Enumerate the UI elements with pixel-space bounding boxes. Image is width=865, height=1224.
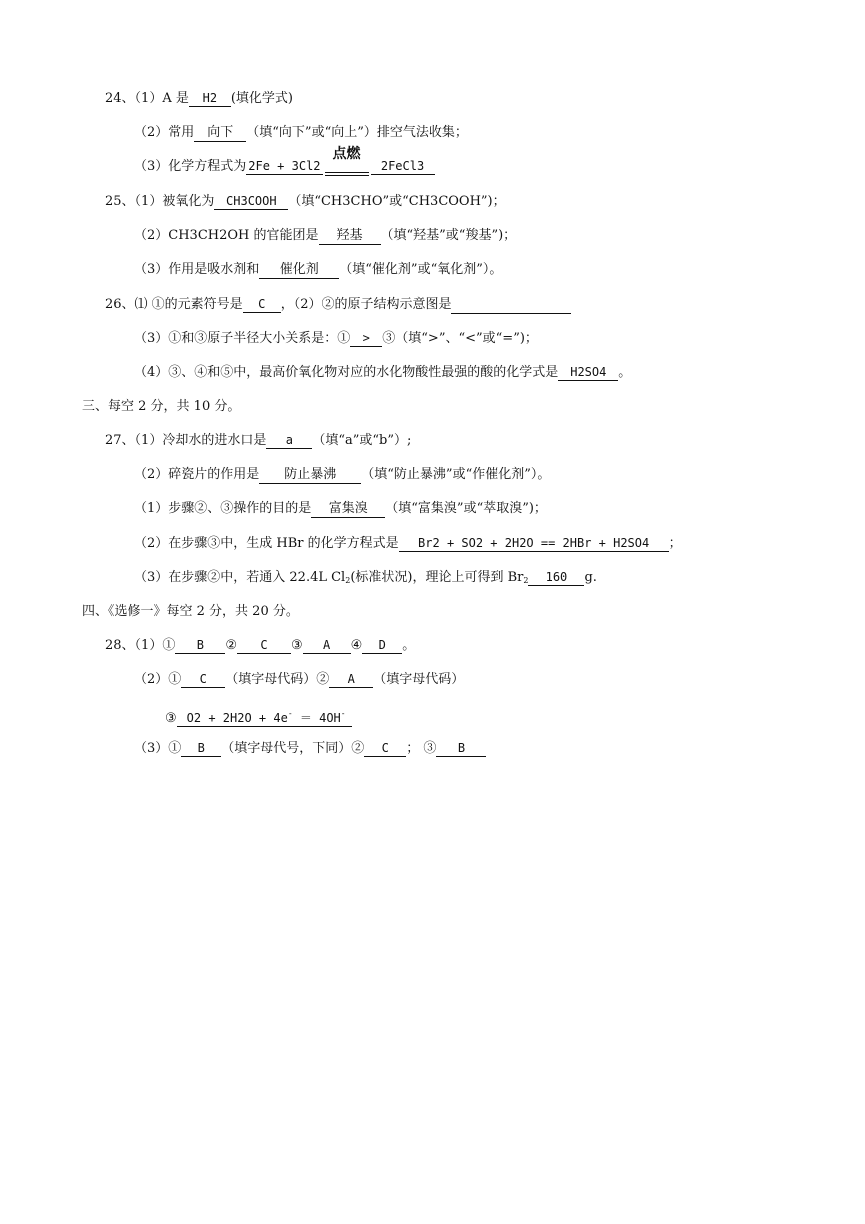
q28-number: 28、 xyxy=(105,638,135,653)
q25-number: 25、 xyxy=(105,194,135,209)
q24-p3-equation-left: 2Fe + 3Cl2 xyxy=(248,159,321,173)
q28-p4-answer-3: B xyxy=(436,740,486,757)
q25-part2 xyxy=(134,227,516,245)
q27-p4-note: ； xyxy=(668,536,682,551)
section-3-heading: 三、每空 2 分，共 10 分。 xyxy=(82,399,241,414)
q26-part4 xyxy=(134,364,631,382)
q24-p3-reaction-arrow xyxy=(323,146,371,176)
q25-p1-prompt: （1）被氧化为 xyxy=(134,194,215,209)
q25-p3-note: （填“催化剂”或“氧化剂”）。 xyxy=(339,262,503,277)
q26-p2-prompt: ，（2）②的原子结构示意图是 xyxy=(280,297,452,312)
q28-p4-marker-3: ； ③ xyxy=(406,741,437,756)
q24-number: 24、 xyxy=(105,91,135,106)
q26-p1-prompt: ⑴ ①的元素符号是 xyxy=(134,297,243,312)
q26-p4-note: 。 xyxy=(618,365,632,380)
q28-p2-note-1: （填字母代码）② xyxy=(225,672,330,687)
q28-p1-marker-2: ② xyxy=(225,638,237,653)
q25-p3-answer: 催化剂 xyxy=(259,262,339,279)
q28-p4-answer-1: B xyxy=(181,740,221,757)
q28-part3 xyxy=(134,740,486,758)
q28-p4-note-1: （填字母代号，下同）② xyxy=(221,741,365,756)
q27-p3-prompt: （1）步骤②、③操作的目的是 xyxy=(134,501,312,516)
q27-part1 xyxy=(105,432,411,450)
q25-p2-answer: 羟基 xyxy=(319,228,381,245)
q28-p1-marker-3: ③ xyxy=(290,638,303,653)
q27-part2 xyxy=(134,466,550,484)
q27-p3-note: （填“富集溴”或“萃取溴”)； xyxy=(385,501,547,516)
q28-p1-answer-4: D xyxy=(362,637,402,654)
q25-p1-answer: CH3COOH xyxy=(214,193,288,210)
q28-p2-answer-2: A xyxy=(329,671,373,688)
q28-part1 xyxy=(105,637,415,655)
q26-p4-answer: H2SO4 xyxy=(558,364,618,381)
q28-p4-marker-1: （3）① xyxy=(134,741,182,756)
q27-p1-prompt: （1）冷却水的进水口是 xyxy=(134,433,267,448)
q27-p5-subscript-br: 2 xyxy=(523,576,529,585)
q28-p1-marker-1: （1）① xyxy=(134,638,176,653)
q24-p2-note: （填“向下”或“向上”）排空气法收集； xyxy=(246,125,468,140)
q24-p2-prompt: （2）常用 xyxy=(134,125,195,140)
section-4-heading: 四、《选修一》每空 2 分，共 20 分。 xyxy=(82,604,299,619)
q27-p2-answer: 防止暴沸 xyxy=(259,467,361,484)
q27-p5-unit: g. xyxy=(584,570,597,585)
q28-p1-end: 。 xyxy=(402,638,416,653)
q28-p3-hydroxide-charge: - xyxy=(340,709,346,718)
q28-p2-marker-1: （2）① xyxy=(134,672,182,687)
q25-p2-note: （填“羟基”或“羧基”)； xyxy=(380,228,517,243)
q27-p2-prompt: （2）碎瓷片的作用是 xyxy=(134,467,260,482)
q24-p1-answer: H2 xyxy=(189,90,231,107)
q25-part3 xyxy=(134,261,502,279)
q24-part1 xyxy=(105,90,293,108)
q25-p3-prompt: （3）作用是吸水剂和 xyxy=(134,262,260,277)
q27-p3-answer: 富集溴 xyxy=(311,501,385,518)
q27-p1-answer: a xyxy=(266,432,312,449)
q28-p2-note-2: （填字母代码） xyxy=(373,672,465,687)
q24-part3 xyxy=(134,146,435,176)
q27-p1-note: （填“a”或“b”）; xyxy=(312,433,412,448)
q26-p2-answer-blank xyxy=(451,297,571,314)
q24-p1-note: (填化学式) xyxy=(230,91,293,106)
q28-part2-3 xyxy=(165,706,352,724)
q28-part2 xyxy=(134,671,464,689)
q28-p3-equation-left: O2 + 2H2O + 4e xyxy=(186,711,288,725)
q27-p5-prompt: （3）在步骤②中，若通入 22.4L Cl xyxy=(134,570,346,585)
q26-part1-2 xyxy=(105,296,571,314)
q27-number: 27、 xyxy=(105,433,135,448)
q26-p3-prompt: （3）①和③原子半径大小关系是：① xyxy=(134,331,351,346)
q28-p1-marker-4: ④ xyxy=(350,638,363,653)
q26-number: 26、 xyxy=(105,297,135,312)
q27-part4 xyxy=(134,535,682,553)
q28-p4-answer-2: C xyxy=(364,740,406,757)
q28-p3-marker: ③ xyxy=(165,711,177,726)
q26-p1-answer: C xyxy=(243,296,281,313)
q26-p3-note: ③（填“>”、“<”或“=”)； xyxy=(382,331,538,346)
equals-bar-bottom xyxy=(325,175,369,176)
q24-p2-answer: 向下 xyxy=(194,125,246,142)
q25-p1-note: （填“CH3CHO”或“CH3COOH”)； xyxy=(288,194,506,209)
q28-p1-answer-1: B xyxy=(175,637,225,654)
q28-p3-electron-charge: - xyxy=(287,709,293,718)
q26-p4-prompt: （4）③、④和⑤中，最高价氧化物对应的水化物酸性最强的酸的化学式是 xyxy=(134,365,559,380)
q25-part1 xyxy=(105,193,506,211)
q28-p2-answer-1: C xyxy=(181,671,225,688)
q26-p3-answer: > xyxy=(350,330,382,347)
q27-p5-subscript-cl: 2 xyxy=(345,576,351,585)
q27-p4-prompt: （2）在步骤③中，生成 HBr 的化学方程式是 xyxy=(134,536,399,551)
equals-bar-top xyxy=(325,172,369,173)
q28-p1-answer-3: A xyxy=(303,637,351,654)
q28-p1-answer-2: C xyxy=(237,637,291,654)
q27-p5-prompt-continued: (标准状况)，理论上可得到 Br xyxy=(350,570,524,585)
q27-part3 xyxy=(134,500,547,518)
q27-p2-note: （填“防止暴沸”或“作催化剂”）。 xyxy=(361,467,551,482)
q27-p4-answer: Br2 + SO2 + 2H2O == 2HBr + H2SO4 xyxy=(399,535,669,552)
q27-part5 xyxy=(134,569,597,587)
q25-p2-prompt: （2）CH3CH2OH 的官能团是 xyxy=(134,228,319,243)
q24-p1-prompt: （1）A 是 xyxy=(134,91,189,106)
q24-p3-prompt: （3）化学方程式为 xyxy=(134,159,247,174)
q24-p3-condition: 点燃 xyxy=(332,146,361,162)
q28-p3-equation xyxy=(177,706,352,727)
q24-part2 xyxy=(134,124,468,142)
q28-p3-equation-right: ＝ 4OH xyxy=(292,711,341,725)
q27-p5-answer: 160 xyxy=(528,569,584,586)
q26-part3 xyxy=(134,330,538,348)
q24-p3-equation-right: 2FeCl3 xyxy=(371,158,435,175)
